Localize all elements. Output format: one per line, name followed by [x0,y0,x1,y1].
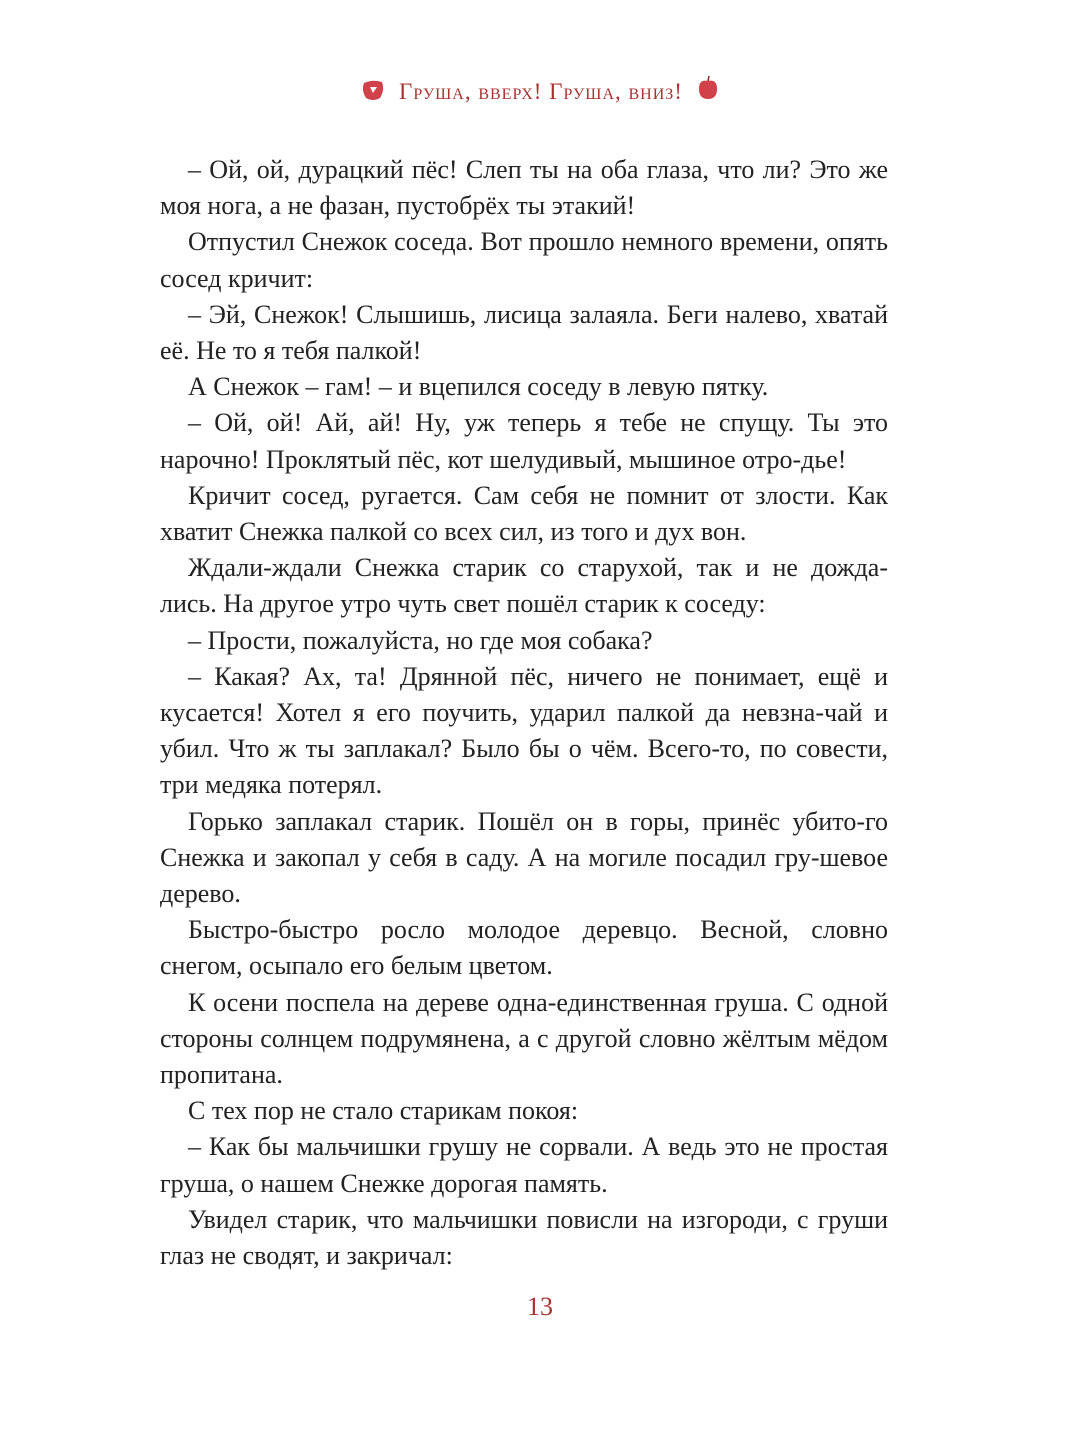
apple-icon [697,75,719,112]
paragraph: Быстро-быстро росло молодое деревцо. Весной, словно снегом, осыпало его белым цветом. [160,915,888,981]
header-title: Груша, вверх! Груша, вниз! [399,79,683,104]
paragraph: Отпустил Снежок соседа. Вот прошло немного времени, опять сосед кричит: [160,227,888,293]
paragraph: – Какая? Ах, та! Дрянной пёс, ничего не понимает, ещё и кусается! Хотел я его поучить, ударил палкой да невзна-чай и убил. Что ж ты заплакал? Было бы о чём. Всего-то, по совести, три медяка потерял. [160,661,888,800]
paragraph: А Снежок – гам! – и вцепился соседу в левую пятку. [188,372,769,402]
paragraph: С тех пор не стало старикам покоя: [188,1096,579,1126]
paragraph: Ждали-ждали Снежка старик со старухой, так и не дожда-лись. На другое утро чуть свет пошёл старик к соседу: [160,553,888,619]
page-number: 13 [527,1292,553,1321]
body-text [160,152,888,1274]
paragraph: Увидел старик, что мальчишки повисли на изгороди, с груши глаз не сводят, и закричал: [160,1204,888,1271]
paragraph: Горько заплакал старик. Пошёл он в горы, принёс убито-го Снежка и закопал у себя в саду. А на могиле посадил гру-шевое дерево. [160,806,888,909]
paragraph: Кричит сосед, ругается. Сам себя не помнит от злости. Как хватит Снежка палкой со всех сил, из того и дух вон. [160,480,888,547]
apple-cutout-icon [361,76,385,112]
paragraph: – Эй, Снежок! Слышишь, лисица залаяла. Беги налево, хватай её. Не то я тебя палкой! [160,299,888,366]
paragraph: К осени поспела на дереве одна-единственная груша. С одной стороны солнцем подрумянена, а с другой словно жёлтым мёдом пропитана. [160,987,888,1090]
paragraph: – Прости, пожалуйста, но где моя собака? [188,625,653,655]
running-header [0,74,1080,112]
paragraph: – Ой, ой, дурацкий пёс! Слеп ты на оба глаза, что ли? Это же моя нога, а не фазан, пустобрёх ты этакий! [160,155,888,221]
paragraph: – Ой, ой! Ай, ай! Ну, уж теперь я тебе не спущу. Ты это нарочно! Проклятый пёс, кот шелудивый, мышиное отро-дье! [160,408,888,474]
paragraph: – Как бы мальчишки грушу не сорвали. А ведь это не простая груша, о нашем Снежке дорогая память. [160,1132,888,1198]
